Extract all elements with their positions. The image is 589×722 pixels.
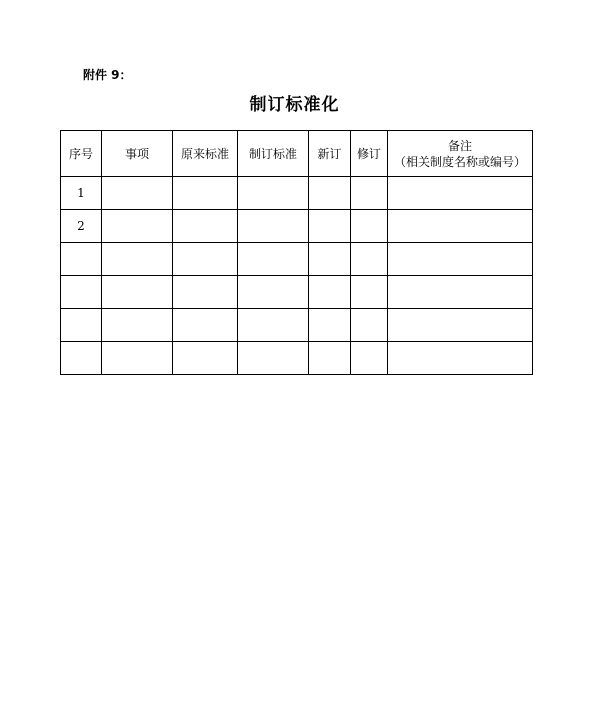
header-seq: 序号 bbox=[61, 131, 102, 177]
header-remarks-sub: （相关制度名称或编号） bbox=[393, 154, 526, 169]
cell-item bbox=[102, 342, 173, 375]
cell-item bbox=[102, 177, 173, 210]
cell-seq bbox=[61, 309, 102, 342]
header-remarks bbox=[388, 131, 533, 177]
cell-seq: 2 bbox=[61, 210, 102, 243]
cell-remarks bbox=[388, 177, 533, 210]
cell-seq bbox=[61, 342, 102, 375]
cell-revised-standard bbox=[238, 309, 309, 342]
cell-original bbox=[173, 342, 238, 375]
cell-amend bbox=[351, 210, 388, 243]
cell-amend bbox=[351, 309, 388, 342]
cell-remarks bbox=[388, 210, 533, 243]
cell-seq bbox=[61, 243, 102, 276]
cell-item bbox=[102, 276, 173, 309]
header-original-standard: 原来标准 bbox=[173, 131, 238, 177]
table-row bbox=[61, 177, 533, 210]
table-row bbox=[61, 210, 533, 243]
cell-revised-standard bbox=[238, 210, 309, 243]
cell-amend bbox=[351, 276, 388, 309]
cell-original bbox=[173, 243, 238, 276]
cell-seq: 1 bbox=[61, 177, 102, 210]
cell-seq bbox=[61, 276, 102, 309]
cell-remarks bbox=[388, 342, 533, 375]
cell-amend bbox=[351, 177, 388, 210]
header-revised-standard: 制订标准 bbox=[238, 131, 309, 177]
header-amend: 修订 bbox=[351, 131, 388, 177]
standardization-table bbox=[60, 130, 533, 375]
cell-remarks bbox=[388, 243, 533, 276]
page-title: 制订标准化 bbox=[249, 95, 340, 115]
cell-revised-standard bbox=[238, 276, 309, 309]
cell-new bbox=[309, 243, 351, 276]
cell-new bbox=[309, 177, 351, 210]
cell-original bbox=[173, 309, 238, 342]
cell-amend bbox=[351, 342, 388, 375]
cell-new bbox=[309, 276, 351, 309]
cell-original bbox=[173, 210, 238, 243]
cell-item bbox=[102, 309, 173, 342]
cell-amend bbox=[351, 243, 388, 276]
table-row bbox=[61, 309, 533, 342]
cell-remarks bbox=[388, 276, 533, 309]
table-row bbox=[61, 342, 533, 375]
cell-original bbox=[173, 276, 238, 309]
cell-new bbox=[309, 210, 351, 243]
cell-new bbox=[309, 342, 351, 375]
cell-original bbox=[173, 177, 238, 210]
cell-remarks bbox=[388, 309, 533, 342]
table-header-row bbox=[61, 131, 533, 177]
header-remarks-main: 备注 bbox=[447, 138, 472, 153]
table-row bbox=[61, 243, 533, 276]
table-row bbox=[61, 276, 533, 309]
header-item: 事项 bbox=[102, 131, 173, 177]
header-new: 新订 bbox=[309, 131, 351, 177]
cell-revised-standard bbox=[238, 243, 309, 276]
cell-item bbox=[102, 243, 173, 276]
cell-revised-standard bbox=[238, 342, 309, 375]
cell-new bbox=[309, 309, 351, 342]
cell-revised-standard bbox=[238, 177, 309, 210]
cell-item bbox=[102, 210, 173, 243]
attachment-label: 附件 9： bbox=[83, 68, 132, 82]
